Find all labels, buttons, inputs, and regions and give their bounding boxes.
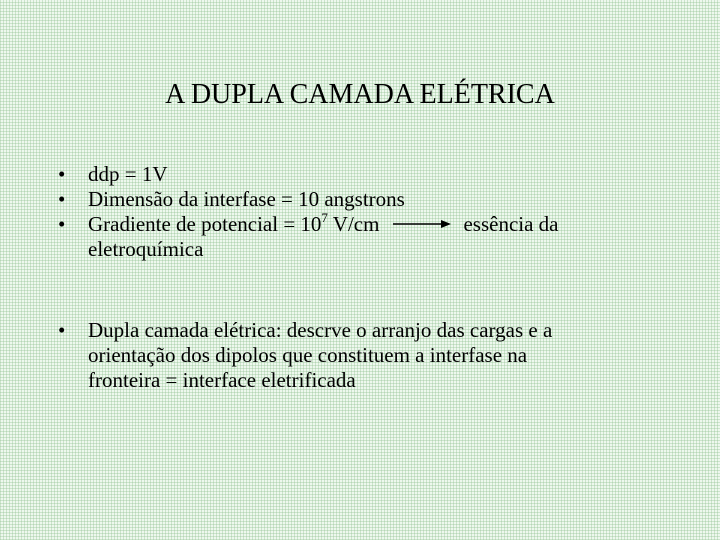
bullet-text-eletroquimica: eletroquímica bbox=[88, 237, 204, 261]
unit-text: V/cm bbox=[327, 212, 380, 236]
bullet-item-dupla-camada bbox=[58, 318, 678, 393]
slide-title: A DUPLA CAMADA ELÉTRICA bbox=[165, 79, 555, 110]
bullet-item-gradiente bbox=[58, 212, 678, 262]
bullet-text-dimensao: Dimensão da interfase = 10 angstrons bbox=[88, 187, 405, 211]
bullet-dot: • bbox=[58, 162, 66, 186]
bullet-dot: • bbox=[58, 187, 66, 211]
bullet-gap bbox=[58, 262, 678, 318]
right-arrow-icon bbox=[393, 219, 451, 229]
bullet-item-ddp bbox=[58, 162, 678, 187]
bullet-text-gradiente: Gradiente de potencial = 10 bbox=[88, 212, 322, 236]
bullet-dot: • bbox=[58, 212, 66, 236]
bullet-text-dupla-l1: Dupla camada elétrica: descrve o arranjo das cargas e a bbox=[88, 318, 553, 342]
bullet-list bbox=[58, 162, 678, 393]
bullet-item-dimensao bbox=[58, 187, 678, 212]
bullet-text-dupla-l2: orientação dos dipolos que constituem a interfase na bbox=[88, 343, 528, 367]
bullet-text-ddp: ddp = 1V bbox=[88, 162, 168, 186]
exponent: 7 bbox=[321, 210, 328, 225]
bullet-dot: • bbox=[58, 318, 66, 342]
bullet-text-essencia: essência da bbox=[463, 212, 559, 236]
bullet-text-dupla-l3: fronteira = interface eletrificada bbox=[88, 368, 356, 392]
